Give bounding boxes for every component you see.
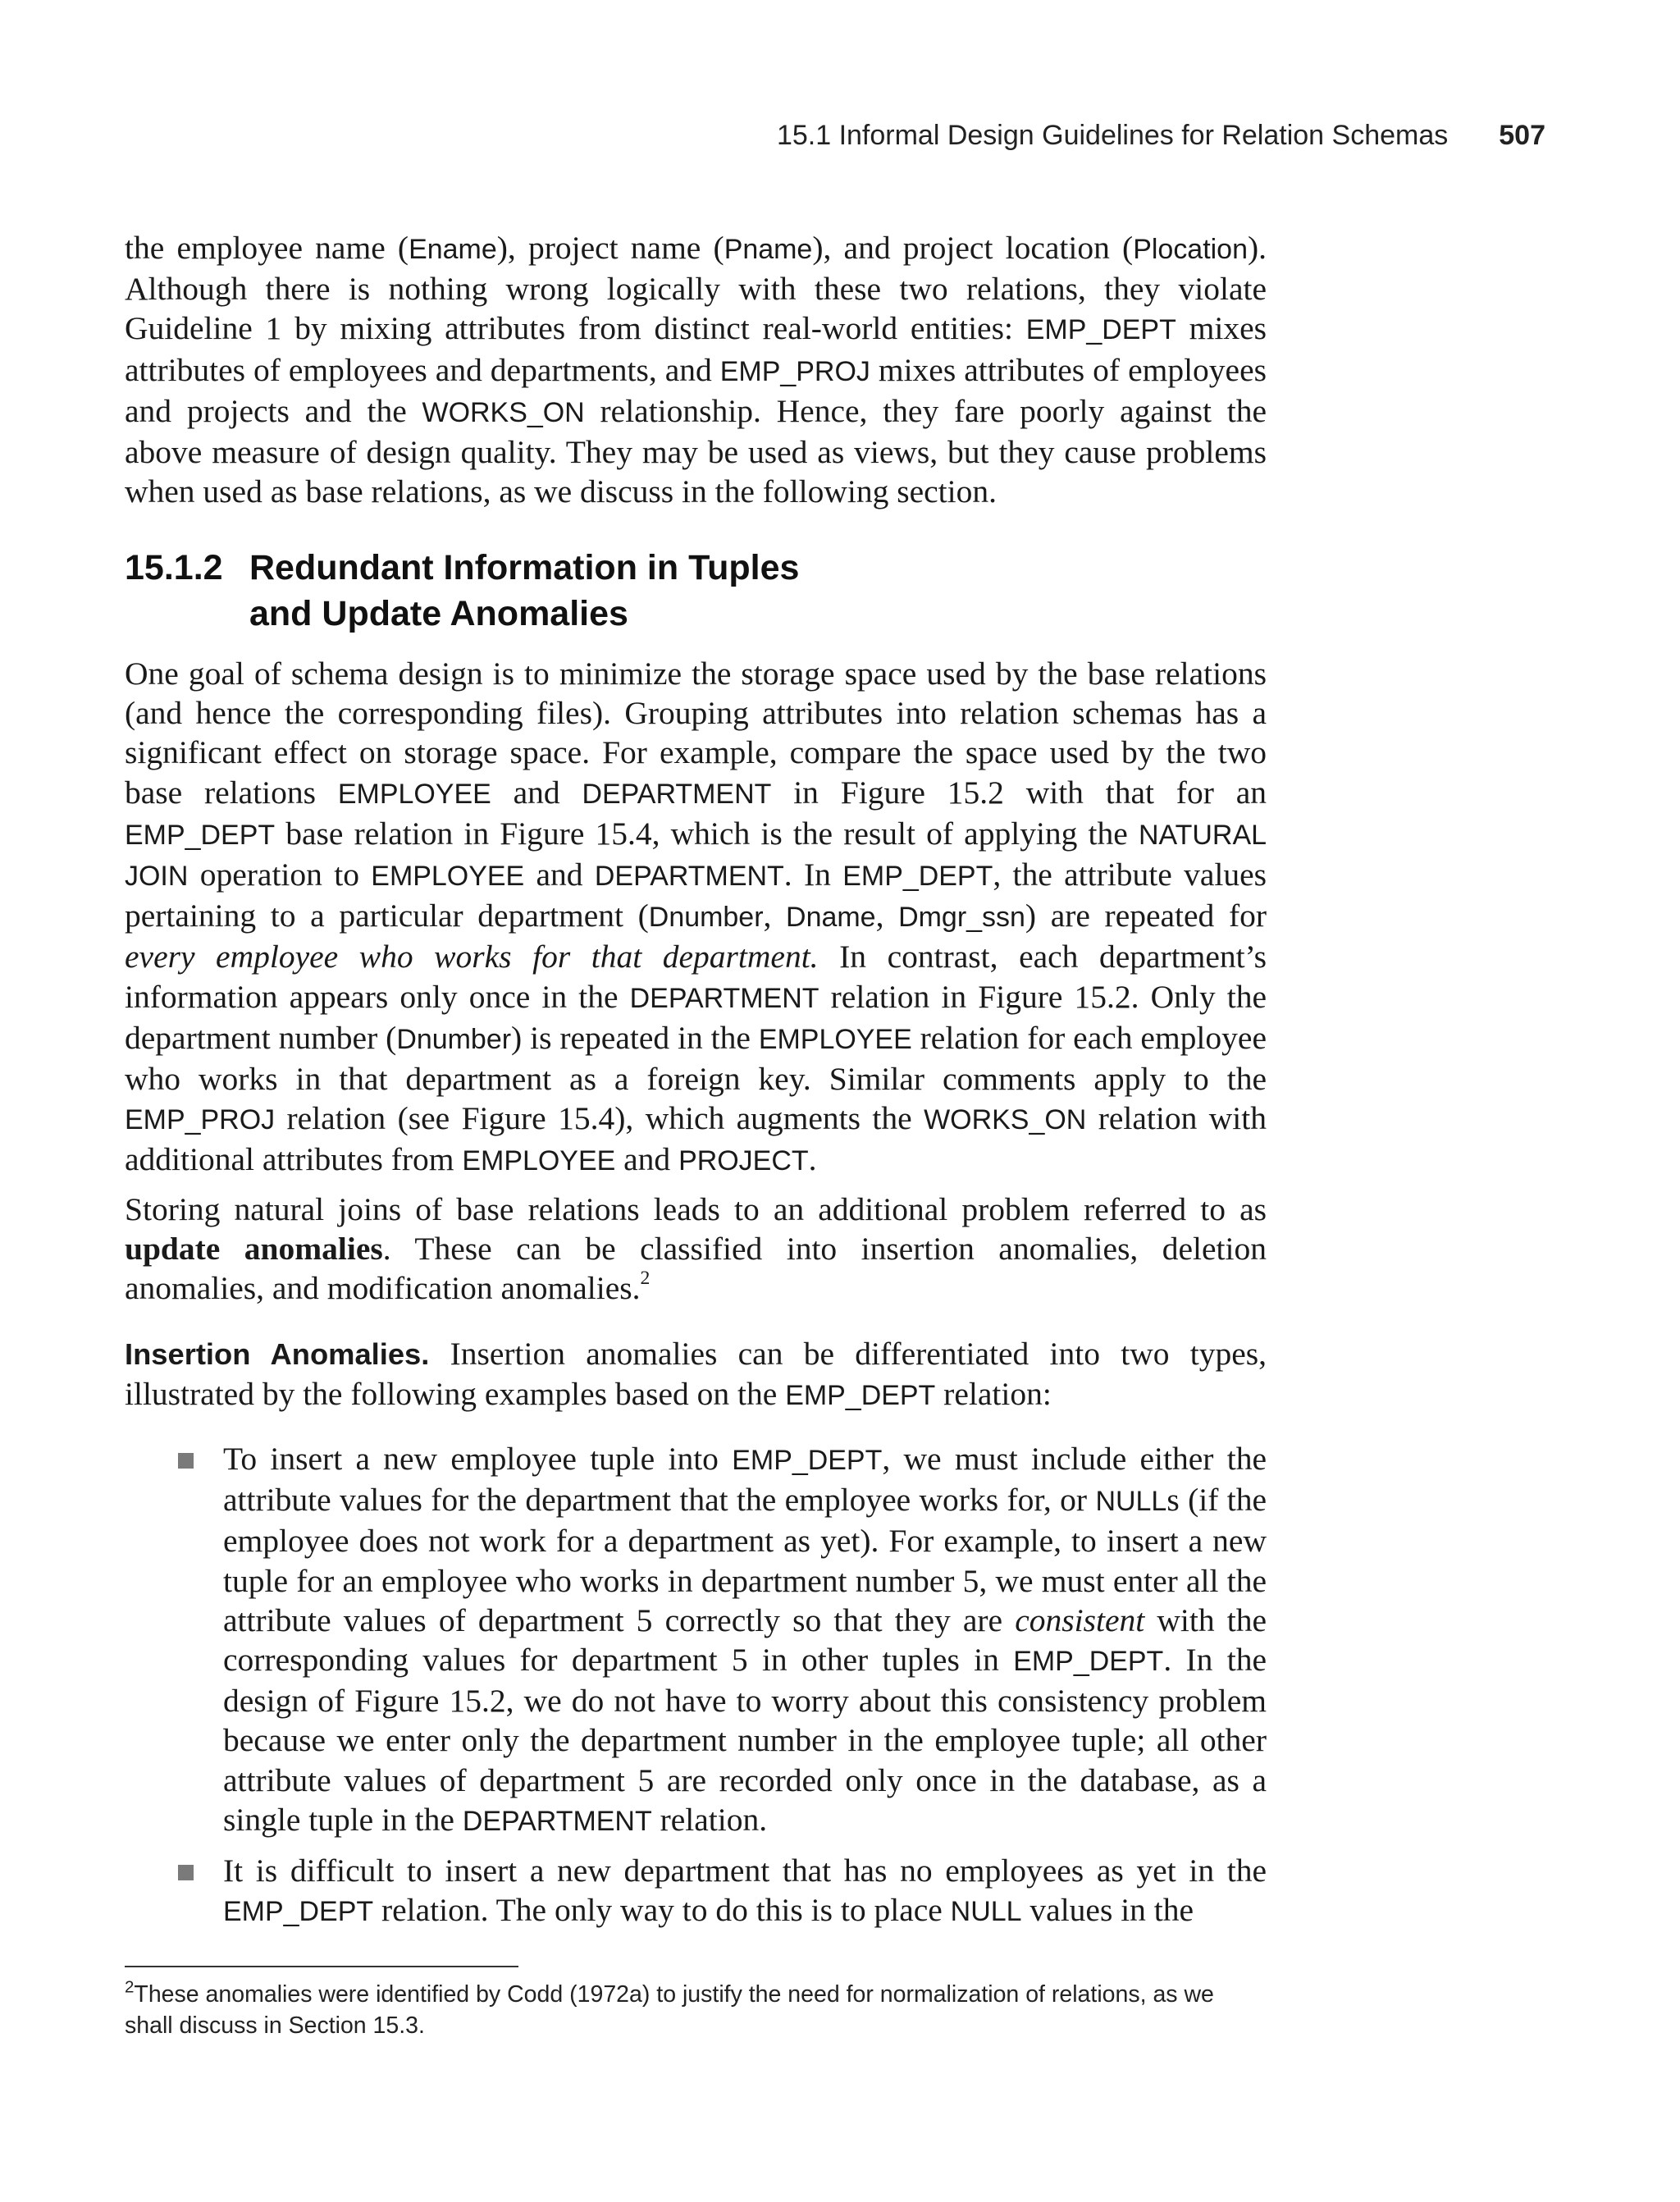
anomaly-bullet-list — [223, 1439, 1267, 1931]
section-number: 15.1.2 — [125, 548, 223, 587]
run-in-heading: Insertion Anomalies. — [125, 1337, 430, 1371]
footnote — [125, 1979, 1267, 2041]
section-title-line2: and Update Anomalies — [249, 594, 628, 633]
footnote-number: 2 — [125, 1977, 135, 1997]
attr-pname: Pname — [724, 234, 813, 265]
term-update-anomalies: update anomalies — [125, 1231, 383, 1268]
paragraph-storage: One goal of schema design is to minimize the storage space used by the base relations (and hence the corresponding files). Grouping attributes into relation schemas has a significant effect on storage space. For example, compare the space used by the two base relations EMPLOYEE and DEPARTMENT in Figure 15.2 with that for an EMP_DEPT base relation in Figure 15.4, which is the result of applying the NATURAL JOIN operation to EMPLOYEE and DEPARTMENT. In EMP_DEPT, the attribute values pertaining to a particular department (Dnumber, Dname, Dmgr_ssn) are repeated for every employee who works for that department. In contrast, each department’s information appears only once in the DEPARTMENT relation in Figure 15.2. Only the department number (Dnumber) is repeated in the EMPLOYEE relation for each employee who works in that department as a foreign key. Similar comments apply to the EMP_PROJ relation (see Figure 15.4), which augments the WORKS_ON relation with additional attributes from EMPLOYEE and PROJECT. — [125, 656, 1267, 1178]
paragraph-insertion-anomalies: Insertion Anomalies. Insertion anomalies can be differentiated into two types, illustrated by the following examples based on the EMP_DEPT relation: — [125, 1336, 1267, 1413]
footnote-text: These anomalies were identified by Codd (1972a) to justify the need for normalization of relations, as we shall discuss in Section 15.3. — [125, 1981, 1214, 2039]
page-number: 507 — [1499, 120, 1545, 151]
list-item: It is difficult to insert a new department that has no employees as yet in the EMP_DEPT relation. The only way to do this is to place NULL values in the — [223, 1851, 1267, 1931]
attr-plocation: Plocation — [1133, 234, 1248, 265]
running-head-title: 15.1 Informal Design Guidelines for Relation Schemas — [776, 120, 1449, 151]
square-bullet-icon — [178, 1453, 194, 1469]
attr-ename: Ename — [409, 234, 497, 265]
section-title-line1: Redundant Information in Tuples — [249, 548, 800, 587]
paragraph-update-anomalies: Storing natural joins of base relations leads to an additional problem referred to as update anomalies. These can be classified into insertion anomalies, deletion anomalies, and modification anomalies.$^2$ — [125, 1191, 1267, 1307]
footnote-divider — [125, 1966, 518, 1967]
list-item: To insert a new employee tuple into EMP_DEPT, we must include either the attribute values for the department that the employee works for, or NULLs (if the employee does not work for a department as yet). For example, to insert a new tuple for an employee who works in department number 5, we must enter all the attribute values of department 5 correctly so that they are consistent with the corresponding values for department 5 in other tuples in EMP_DEPT. In the design of Figure 15.2, we do not have to worry about this consistency problem because we enter only the department number in the employee tuple; all other attribute values of department 5 are recorded only once in the database, as a single tuple in the DEPARTMENT relation. — [223, 1439, 1267, 1841]
square-bullet-icon — [178, 1865, 194, 1880]
paragraph-intro: the employee name (Ename), project name (Pname), and project location (Plocation). Although there is nothing wrong logically with these two relations, they violate Guideline 1 by mixing attributes from distinct real-world entities: EMP_DEPT mixes attributes of employees and departments, and EMP_PROJ mixes attributes of employees and projects and the WORKS_ON relationship. Hence, they fare poorly against the above measure of design quality. They may be used as views, but they cause problems when used as base relations, as we discuss in the following section. — [125, 230, 1267, 510]
running-head — [777, 120, 1545, 152]
footnote-ref[interactable]: 2 — [640, 1268, 651, 1290]
section-heading — [125, 545, 799, 637]
